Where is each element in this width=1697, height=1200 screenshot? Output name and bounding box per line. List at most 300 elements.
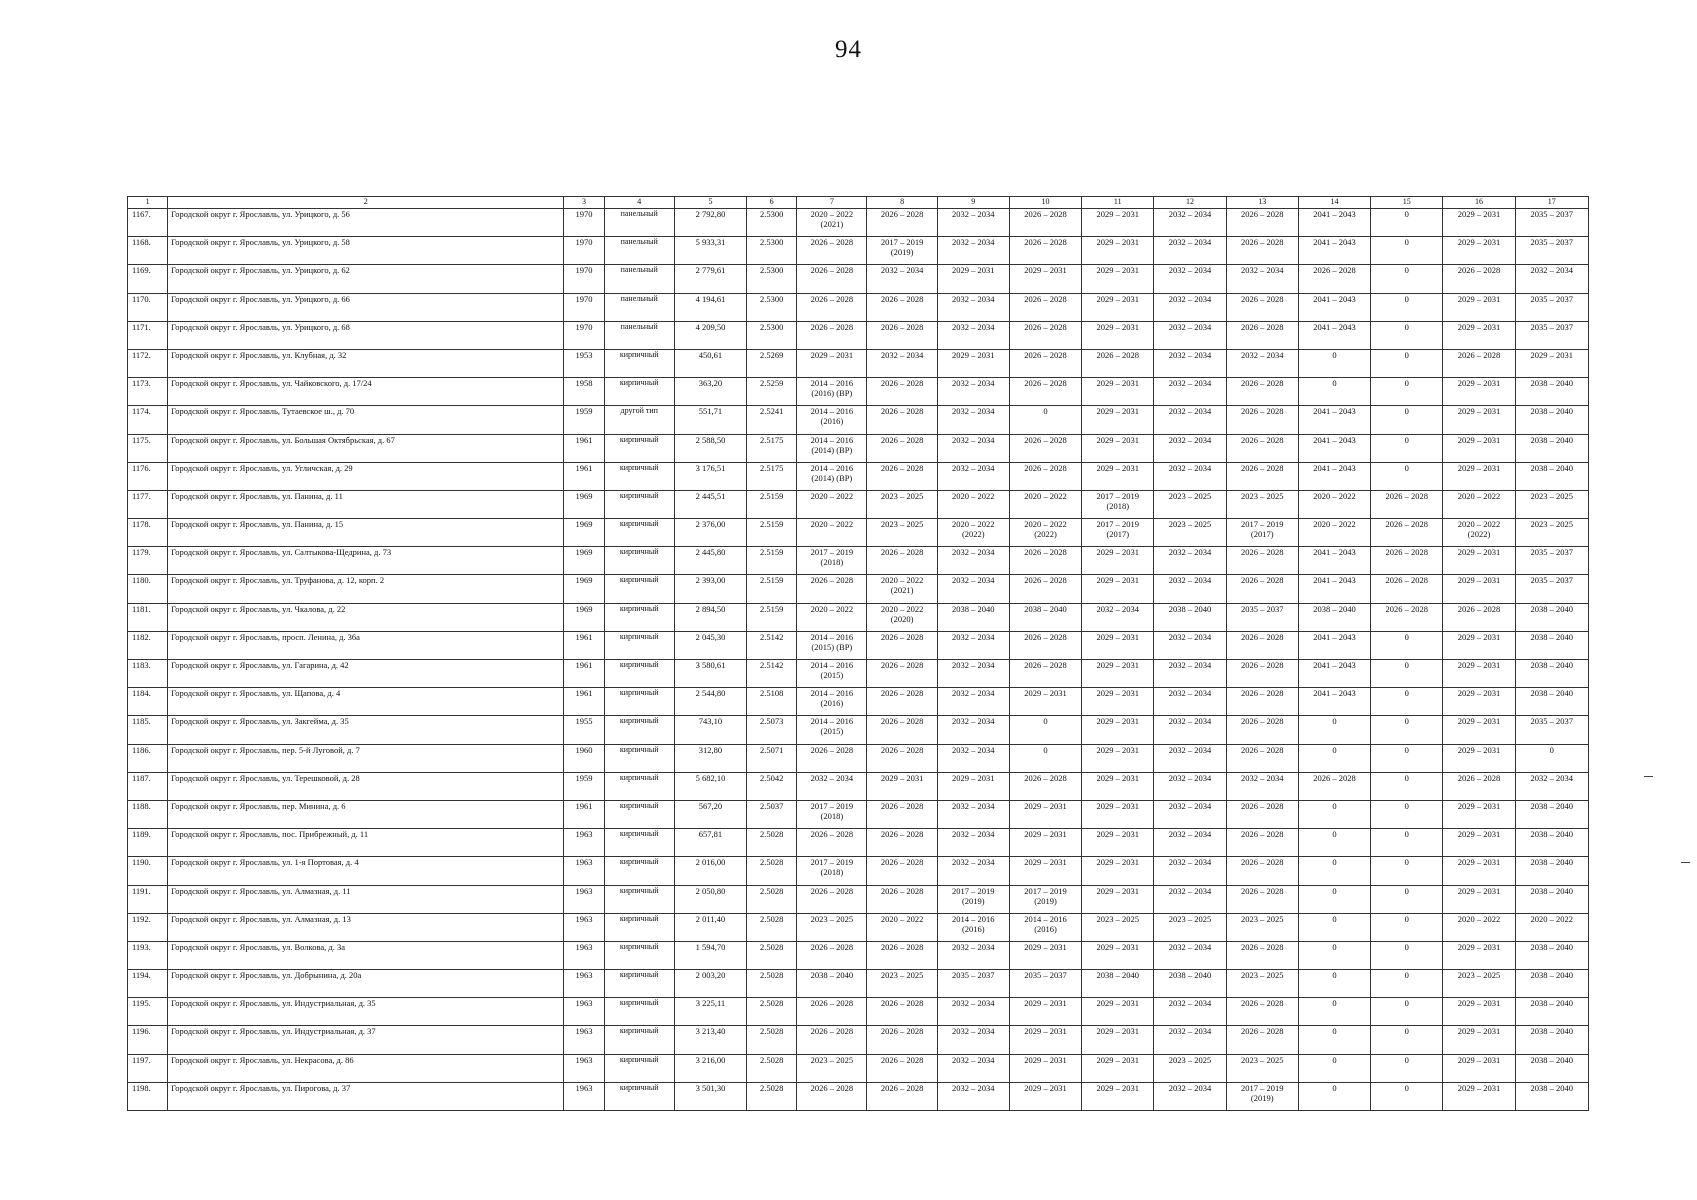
cell-col-9: 2032 – 2034: [937, 857, 1009, 885]
cell-col-1: 1169.: [128, 265, 168, 293]
table-row: [128, 857, 1589, 885]
cell-col-5: 657,81: [674, 829, 746, 857]
cell-col-3: 1969: [564, 490, 604, 518]
cell-col-6: 2.5028: [747, 829, 797, 857]
cell-col-2: Городской округ г. Ярославль, ул. Пирогова, д. 37: [168, 1082, 564, 1110]
cell-col-2: Городской округ г. Ярославль, ул. Клубная, д. 32: [168, 349, 564, 377]
cell-col-2: Городской округ г. Ярославль, пер. Минина, д. 6: [168, 800, 564, 828]
table-row: [128, 406, 1589, 434]
cell-col-12: 2032 – 2034: [1154, 772, 1226, 800]
cell-col-3: 1959: [564, 406, 604, 434]
cell-col-11: 2029 – 2031: [1082, 660, 1154, 688]
column-header-7: 7: [797, 197, 867, 209]
cell-col-2: Городской округ г. Ярославль, ул. Индустриальная, д. 35: [168, 998, 564, 1026]
cell-col-5: 312,80: [674, 744, 746, 772]
table-row: [128, 744, 1589, 772]
cell-col-10: 2029 – 2031: [1009, 829, 1081, 857]
cell-col-13: 2026 – 2028: [1226, 744, 1298, 772]
table-row: [128, 970, 1589, 998]
cell-col-11: 2029 – 2031: [1082, 857, 1154, 885]
cell-col-15: 2026 – 2028: [1371, 490, 1443, 518]
cell-col-15: 0: [1371, 434, 1443, 462]
cell-col-17: 2038 – 2040: [1515, 631, 1588, 659]
cell-col-13: 2026 – 2028: [1226, 209, 1298, 237]
cell-col-5: 2 011,40: [674, 913, 746, 941]
cell-col-12: 2023 – 2025: [1154, 1054, 1226, 1082]
cell-col-6: 2.5028: [747, 998, 797, 1026]
cell-col-10: 0: [1009, 744, 1081, 772]
cell-col-8: 2026 – 2028: [867, 829, 937, 857]
cell-col-16: 2029 – 2031: [1443, 716, 1515, 744]
cell-col-2: Городской округ г. Ярославль, ул. Закгейма, д. 35: [168, 716, 564, 744]
table-row: [128, 688, 1589, 716]
cell-col-3: 1963: [564, 857, 604, 885]
cell-col-11: 2029 – 2031: [1082, 941, 1154, 969]
cell-col-11: 2017 – 2019 (2018): [1082, 490, 1154, 518]
cell-col-2: Городской округ г. Ярославль, ул. Добрынина, д. 20а: [168, 970, 564, 998]
cell-col-2: Городской округ г. Ярославль, ул. 1-я Портовая, д. 4: [168, 857, 564, 885]
cell-col-3: 1963: [564, 970, 604, 998]
cell-col-7: 2017 – 2019 (2018): [797, 800, 867, 828]
cell-col-1: 1179.: [128, 547, 168, 575]
cell-col-2: Городской округ г. Ярославль, ул. Угличская, д. 29: [168, 462, 564, 490]
cell-col-14: 2041 – 2043: [1298, 293, 1370, 321]
cell-col-4: панельный: [604, 209, 674, 237]
cell-col-7: 2026 – 2028: [797, 829, 867, 857]
cell-col-10: 2029 – 2031: [1009, 857, 1081, 885]
cell-col-14: 2041 – 2043: [1298, 321, 1370, 349]
cell-col-17: 2038 – 2040: [1515, 462, 1588, 490]
cell-col-17: 0: [1515, 744, 1588, 772]
cell-col-1: 1192.: [128, 913, 168, 941]
cell-col-6: 2.5142: [747, 660, 797, 688]
cell-col-14: 2041 – 2043: [1298, 547, 1370, 575]
cell-col-9: 2032 – 2034: [937, 800, 1009, 828]
cell-col-4: кирпичный: [604, 349, 674, 377]
cell-col-15: 0: [1371, 462, 1443, 490]
cell-col-16: 2029 – 2031: [1443, 434, 1515, 462]
cell-col-11: 2029 – 2031: [1082, 321, 1154, 349]
cell-col-16: 2026 – 2028: [1443, 772, 1515, 800]
cell-col-12: 2032 – 2034: [1154, 293, 1226, 321]
cell-col-15: 0: [1371, 829, 1443, 857]
column-header-13: 13: [1226, 197, 1298, 209]
cell-col-7: 2026 – 2028: [797, 265, 867, 293]
cell-col-13: 2026 – 2028: [1226, 378, 1298, 406]
cell-col-8: 2026 – 2028: [867, 941, 937, 969]
cell-col-17: 2038 – 2040: [1515, 800, 1588, 828]
cell-col-4: кирпичный: [604, 547, 674, 575]
cell-col-17: 2023 – 2025: [1515, 519, 1588, 547]
cell-col-6: 2.5142: [747, 631, 797, 659]
cell-col-11: 2029 – 2031: [1082, 885, 1154, 913]
cell-col-4: панельный: [604, 237, 674, 265]
cell-col-17: 2038 – 2040: [1515, 660, 1588, 688]
cell-col-2: Городской округ г. Ярославль, пер. 5-й Луговой, д. 7: [168, 744, 564, 772]
cell-col-16: 2029 – 2031: [1443, 1026, 1515, 1054]
cell-col-14: 0: [1298, 885, 1370, 913]
cell-col-1: 1189.: [128, 829, 168, 857]
cell-col-3: 1960: [564, 744, 604, 772]
cell-col-8: 2026 – 2028: [867, 885, 937, 913]
cell-col-8: 2026 – 2028: [867, 321, 937, 349]
cell-col-13: 2026 – 2028: [1226, 293, 1298, 321]
cell-col-10: 2029 – 2031: [1009, 265, 1081, 293]
cell-col-6: 2.5300: [747, 293, 797, 321]
cell-col-2: Городской округ г. Ярославль, ул. Индустриальная, д. 37: [168, 1026, 564, 1054]
cell-col-2: Городской округ г. Ярославль, ул. Труфанова, д. 12, корп. 2: [168, 575, 564, 603]
cell-col-1: 1180.: [128, 575, 168, 603]
table-row: [128, 1054, 1589, 1082]
cell-col-7: 2032 – 2034: [797, 772, 867, 800]
cell-col-7: 2023 – 2025: [797, 1054, 867, 1082]
cell-col-15: 0: [1371, 857, 1443, 885]
cell-col-2: Городской округ г. Ярославль, ул. Волкова, д. 3а: [168, 941, 564, 969]
cell-col-12: 2038 – 2040: [1154, 603, 1226, 631]
table-row: [128, 603, 1589, 631]
cell-col-16: 2026 – 2028: [1443, 603, 1515, 631]
cell-col-2: Городской округ г. Ярославль, ул. Панина, д. 11: [168, 490, 564, 518]
cell-col-11: 2029 – 2031: [1082, 829, 1154, 857]
cell-col-15: 2026 – 2028: [1371, 519, 1443, 547]
cell-col-2: Городской округ г. Ярославль, ул. Алмазная, д. 11: [168, 885, 564, 913]
cell-col-8: 2032 – 2034: [867, 265, 937, 293]
cell-col-14: 0: [1298, 998, 1370, 1026]
cell-col-10: 2026 – 2028: [1009, 772, 1081, 800]
cell-col-11: 2029 – 2031: [1082, 1026, 1154, 1054]
scan-mark: [1681, 862, 1690, 863]
cell-col-12: 2032 – 2034: [1154, 688, 1226, 716]
cell-col-5: 4 209,50: [674, 321, 746, 349]
cell-col-8: 2020 – 2022: [867, 913, 937, 941]
cell-col-12: 2032 – 2034: [1154, 885, 1226, 913]
cell-col-13: 2026 – 2028: [1226, 237, 1298, 265]
cell-col-4: панельный: [604, 321, 674, 349]
housing-repair-schedule-table: [127, 196, 1589, 1111]
cell-col-12: 2032 – 2034: [1154, 547, 1226, 575]
cell-col-5: 743,10: [674, 716, 746, 744]
cell-col-5: 3 213,40: [674, 1026, 746, 1054]
cell-col-6: 2.5175: [747, 434, 797, 462]
cell-col-9: 2032 – 2034: [937, 209, 1009, 237]
column-header-8: 8: [867, 197, 937, 209]
column-header-9: 9: [937, 197, 1009, 209]
cell-col-6: 2.5300: [747, 321, 797, 349]
cell-col-11: 2029 – 2031: [1082, 293, 1154, 321]
cell-col-3: 1963: [564, 998, 604, 1026]
cell-col-11: 2029 – 2031: [1082, 688, 1154, 716]
cell-col-1: 1170.: [128, 293, 168, 321]
cell-col-9: 2032 – 2034: [937, 941, 1009, 969]
cell-col-11: 2029 – 2031: [1082, 631, 1154, 659]
cell-col-5: 3 580,61: [674, 660, 746, 688]
cell-col-3: 1961: [564, 631, 604, 659]
cell-col-7: 2026 – 2028: [797, 941, 867, 969]
cell-col-11: 2029 – 2031: [1082, 209, 1154, 237]
cell-col-13: 2026 – 2028: [1226, 406, 1298, 434]
cell-col-3: 1969: [564, 547, 604, 575]
cell-col-7: 2020 – 2022 (2021): [797, 209, 867, 237]
cell-col-17: 2035 – 2037: [1515, 293, 1588, 321]
cell-col-9: 2029 – 2031: [937, 265, 1009, 293]
cell-col-13: 2026 – 2028: [1226, 575, 1298, 603]
cell-col-2: Городской округ г. Ярославль, ул. Панина, д. 15: [168, 519, 564, 547]
cell-col-13: 2026 – 2028: [1226, 829, 1298, 857]
cell-col-3: 1955: [564, 716, 604, 744]
cell-col-5: 450,61: [674, 349, 746, 377]
cell-col-15: 0: [1371, 237, 1443, 265]
cell-col-14: 0: [1298, 829, 1370, 857]
cell-col-16: 2029 – 2031: [1443, 885, 1515, 913]
page-number: 94: [835, 36, 862, 63]
cell-col-11: 2029 – 2031: [1082, 547, 1154, 575]
cell-col-5: 551,71: [674, 406, 746, 434]
cell-col-1: 1178.: [128, 519, 168, 547]
cell-col-3: 1970: [564, 293, 604, 321]
cell-col-12: 2032 – 2034: [1154, 857, 1226, 885]
cell-col-4: кирпичный: [604, 631, 674, 659]
cell-col-13: 2026 – 2028: [1226, 688, 1298, 716]
cell-col-17: 2032 – 2034: [1515, 265, 1588, 293]
cell-col-10: 2029 – 2031: [1009, 688, 1081, 716]
cell-col-15: 0: [1371, 800, 1443, 828]
cell-col-14: 2041 – 2043: [1298, 462, 1370, 490]
cell-col-6: 2.5071: [747, 744, 797, 772]
cell-col-5: 3 225,11: [674, 998, 746, 1026]
cell-col-8: 2026 – 2028: [867, 434, 937, 462]
cell-col-17: 2038 – 2040: [1515, 829, 1588, 857]
cell-col-5: 3 501,30: [674, 1082, 746, 1110]
scan-mark: [1644, 776, 1653, 777]
cell-col-13: 2023 – 2025: [1226, 490, 1298, 518]
cell-col-4: кирпичный: [604, 913, 674, 941]
cell-col-7: 2026 – 2028: [797, 321, 867, 349]
cell-col-4: кирпичный: [604, 857, 674, 885]
cell-col-4: кирпичный: [604, 716, 674, 744]
cell-col-16: 2026 – 2028: [1443, 265, 1515, 293]
cell-col-16: 2020 – 2022: [1443, 913, 1515, 941]
cell-col-7: 2026 – 2028: [797, 744, 867, 772]
cell-col-7: 2026 – 2028: [797, 998, 867, 1026]
cell-col-5: 2 445,51: [674, 490, 746, 518]
cell-col-11: 2029 – 2031: [1082, 406, 1154, 434]
cell-col-3: 1961: [564, 688, 604, 716]
cell-col-1: 1190.: [128, 857, 168, 885]
cell-col-15: 0: [1371, 772, 1443, 800]
cell-col-13: 2026 – 2028: [1226, 321, 1298, 349]
cell-col-1: 1176.: [128, 462, 168, 490]
cell-col-3: 1963: [564, 941, 604, 969]
cell-col-12: 2032 – 2034: [1154, 1082, 1226, 1110]
cell-col-12: 2032 – 2034: [1154, 462, 1226, 490]
cell-col-7: 2014 – 2016 (2016) (ВР): [797, 378, 867, 406]
cell-col-15: 0: [1371, 209, 1443, 237]
cell-col-10: 2029 – 2031: [1009, 998, 1081, 1026]
cell-col-16: 2020 – 2022 (2022): [1443, 519, 1515, 547]
cell-col-7: 2026 – 2028: [797, 1026, 867, 1054]
cell-col-12: 2032 – 2034: [1154, 575, 1226, 603]
cell-col-17: 2038 – 2040: [1515, 688, 1588, 716]
table-row: [128, 913, 1589, 941]
cell-col-6: 2.5159: [747, 490, 797, 518]
table-row: [128, 293, 1589, 321]
cell-col-7: 2017 – 2019 (2018): [797, 547, 867, 575]
column-header-10: 10: [1009, 197, 1081, 209]
cell-col-5: 2 779,61: [674, 265, 746, 293]
cell-col-13: 2026 – 2028: [1226, 660, 1298, 688]
cell-col-16: 2029 – 2031: [1443, 829, 1515, 857]
cell-col-9: 2032 – 2034: [937, 998, 1009, 1026]
cell-col-16: 2029 – 2031: [1443, 688, 1515, 716]
cell-col-16: 2029 – 2031: [1443, 857, 1515, 885]
cell-col-10: 2020 – 2022: [1009, 490, 1081, 518]
cell-col-11: 2029 – 2031: [1082, 1082, 1154, 1110]
cell-col-8: 2026 – 2028: [867, 998, 937, 1026]
cell-col-5: 2 050,80: [674, 885, 746, 913]
table-row: [128, 829, 1589, 857]
cell-col-3: 1970: [564, 209, 604, 237]
cell-col-17: 2032 – 2034: [1515, 772, 1588, 800]
cell-col-8: 2032 – 2034: [867, 349, 937, 377]
cell-col-10: 2026 – 2028: [1009, 434, 1081, 462]
cell-col-12: 2032 – 2034: [1154, 349, 1226, 377]
cell-col-16: 2029 – 2031: [1443, 800, 1515, 828]
cell-col-15: 0: [1371, 885, 1443, 913]
table-row: [128, 772, 1589, 800]
cell-col-3: 1958: [564, 378, 604, 406]
cell-col-12: 2032 – 2034: [1154, 378, 1226, 406]
cell-col-11: 2026 – 2028: [1082, 349, 1154, 377]
table-row: [128, 660, 1589, 688]
cell-col-15: 0: [1371, 1026, 1443, 1054]
cell-col-2: Городской округ г. Ярославль, ул. Урицкого, д. 66: [168, 293, 564, 321]
cell-col-8: 2026 – 2028: [867, 857, 937, 885]
cell-col-1: 1168.: [128, 237, 168, 265]
cell-col-3: 1961: [564, 800, 604, 828]
cell-col-13: 2023 – 2025: [1226, 1054, 1298, 1082]
cell-col-7: 2014 – 2016 (2016): [797, 406, 867, 434]
cell-col-5: 2 894,50: [674, 603, 746, 631]
cell-col-2: Городской округ г. Ярославль, ул. Большая Октябрьская, д. 67: [168, 434, 564, 462]
cell-col-7: 2020 – 2022: [797, 603, 867, 631]
cell-col-3: 1970: [564, 321, 604, 349]
cell-col-1: 1173.: [128, 378, 168, 406]
cell-col-7: 2014 – 2016 (2015): [797, 660, 867, 688]
cell-col-14: 0: [1298, 744, 1370, 772]
cell-col-15: 0: [1371, 998, 1443, 1026]
cell-col-12: 2032 – 2034: [1154, 800, 1226, 828]
cell-col-17: 2038 – 2040: [1515, 378, 1588, 406]
cell-col-17: 2038 – 2040: [1515, 406, 1588, 434]
cell-col-13: 2017 – 2019 (2017): [1226, 519, 1298, 547]
cell-col-14: 0: [1298, 800, 1370, 828]
table-row: [128, 490, 1589, 518]
cell-col-13: 2035 – 2037: [1226, 603, 1298, 631]
cell-col-15: 0: [1371, 688, 1443, 716]
cell-col-7: 2023 – 2025: [797, 913, 867, 941]
cell-col-6: 2.5037: [747, 800, 797, 828]
cell-col-15: 0: [1371, 1054, 1443, 1082]
cell-col-11: 2029 – 2031: [1082, 378, 1154, 406]
cell-col-6: 2.5028: [747, 913, 797, 941]
cell-col-13: 2032 – 2034: [1226, 349, 1298, 377]
cell-col-9: 2032 – 2034: [937, 1082, 1009, 1110]
cell-col-2: Городской округ г. Ярославль, ул. Терешковой, д. 28: [168, 772, 564, 800]
cell-col-9: 2029 – 2031: [937, 349, 1009, 377]
cell-col-13: 2026 – 2028: [1226, 631, 1298, 659]
cell-col-16: 2029 – 2031: [1443, 998, 1515, 1026]
cell-col-13: 2023 – 2025: [1226, 970, 1298, 998]
cell-col-3: 1961: [564, 660, 604, 688]
cell-col-8: 2026 – 2028: [867, 716, 937, 744]
cell-col-3: 1969: [564, 519, 604, 547]
cell-col-4: другой тип: [604, 406, 674, 434]
cell-col-15: 0: [1371, 378, 1443, 406]
cell-col-9: 2032 – 2034: [937, 660, 1009, 688]
cell-col-10: 2029 – 2031: [1009, 1054, 1081, 1082]
cell-col-1: 1198.: [128, 1082, 168, 1110]
cell-col-4: кирпичный: [604, 688, 674, 716]
cell-col-15: 0: [1371, 349, 1443, 377]
cell-col-3: 1963: [564, 829, 604, 857]
cell-col-11: 2029 – 2031: [1082, 800, 1154, 828]
cell-col-14: 0: [1298, 1054, 1370, 1082]
cell-col-1: 1195.: [128, 998, 168, 1026]
cell-col-5: 2 588,50: [674, 434, 746, 462]
cell-col-5: 3 176,51: [674, 462, 746, 490]
cell-col-17: 2035 – 2037: [1515, 716, 1588, 744]
table-row: [128, 575, 1589, 603]
cell-col-4: кирпичный: [604, 829, 674, 857]
cell-col-12: 2032 – 2034: [1154, 237, 1226, 265]
cell-col-10: 2026 – 2028: [1009, 575, 1081, 603]
cell-col-4: кирпичный: [604, 970, 674, 998]
cell-col-5: 5 682,10: [674, 772, 746, 800]
cell-col-9: 2032 – 2034: [937, 1054, 1009, 1082]
cell-col-3: 1959: [564, 772, 604, 800]
cell-col-8: 2029 – 2031: [867, 772, 937, 800]
cell-col-13: 2026 – 2028: [1226, 857, 1298, 885]
cell-col-6: 2.5108: [747, 688, 797, 716]
cell-col-1: 1196.: [128, 1026, 168, 1054]
cell-col-14: 0: [1298, 941, 1370, 969]
cell-col-14: 2038 – 2040: [1298, 603, 1370, 631]
cell-col-10: 2029 – 2031: [1009, 800, 1081, 828]
cell-col-4: кирпичный: [604, 744, 674, 772]
cell-col-6: 2.5159: [747, 547, 797, 575]
cell-col-1: 1183.: [128, 660, 168, 688]
cell-col-11: 2023 – 2025: [1082, 913, 1154, 941]
cell-col-8: 2026 – 2028: [867, 1082, 937, 1110]
cell-col-10: 2026 – 2028: [1009, 378, 1081, 406]
cell-col-17: 2035 – 2037: [1515, 547, 1588, 575]
cell-col-6: 2.5028: [747, 970, 797, 998]
cell-col-11: 2029 – 2031: [1082, 265, 1154, 293]
cell-col-3: 1963: [564, 1082, 604, 1110]
cell-col-14: 0: [1298, 970, 1370, 998]
cell-col-13: 2032 – 2034: [1226, 265, 1298, 293]
cell-col-3: 1961: [564, 434, 604, 462]
cell-col-12: 2023 – 2025: [1154, 519, 1226, 547]
cell-col-17: 2038 – 2040: [1515, 603, 1588, 631]
cell-col-4: кирпичный: [604, 941, 674, 969]
cell-col-1: 1186.: [128, 744, 168, 772]
cell-col-5: 5 933,31: [674, 237, 746, 265]
table-row: [128, 209, 1589, 237]
cell-col-9: 2032 – 2034: [937, 406, 1009, 434]
table-row: [128, 378, 1589, 406]
cell-col-5: 2 792,80: [674, 209, 746, 237]
